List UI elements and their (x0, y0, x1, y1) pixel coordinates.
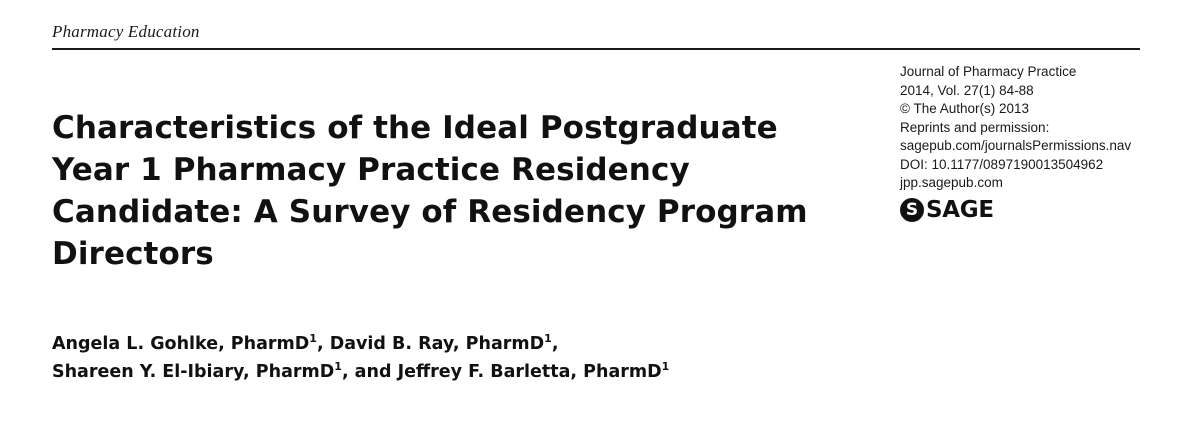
journal-name: Journal of Pharmacy Practice (900, 64, 1077, 79)
article-title: Characteristics of the Ideal Postgraduate Year 1 Pharmacy Practice Residency Candidate: A Survey of Residency Program Directors (52, 109, 808, 272)
affiliation-marker: 1 (334, 360, 342, 374)
author-list (52, 330, 912, 386)
affiliation-marker: 1 (309, 332, 317, 346)
author-line-1-comma: , (551, 334, 559, 354)
author-elibiary: Shareen Y. El-Ibiary, PharmD (52, 362, 335, 382)
affiliation-marker: 1 (661, 360, 670, 374)
journal-masthead (900, 63, 1150, 193)
doi-line[interactable]: DOI: 10.1177/0897190013504962 (900, 156, 1104, 172)
header-divider (52, 48, 1140, 50)
author-gohlke: Angela L. Gohlke, PharmD (52, 334, 310, 354)
journal-volume: 2014, Vol. 27(1) 84-88 (900, 82, 1034, 98)
affiliation-marker: 1 (544, 332, 552, 346)
sage-circle-icon: S (900, 198, 924, 222)
sage-logo (900, 196, 994, 224)
author-ray: , David B. Ray, PharmD (316, 334, 545, 354)
author-line-2 (52, 358, 912, 386)
journal-site-url[interactable]: jpp.sagepub.com (900, 175, 1003, 190)
reprints-label: Reprints and permission: (900, 119, 1050, 135)
permissions-url[interactable]: sagepub.com/journalsPermissions.nav (900, 138, 1132, 153)
author-barletta: , and Jeffrey F. Barletta, PharmD (341, 362, 662, 382)
copyright-line: © The Author(s) 2013 (900, 101, 1030, 116)
author-line-1 (52, 330, 912, 358)
sage-wordmark: SAGE (926, 197, 994, 223)
running-head: Pharmacy Education (52, 22, 200, 41)
